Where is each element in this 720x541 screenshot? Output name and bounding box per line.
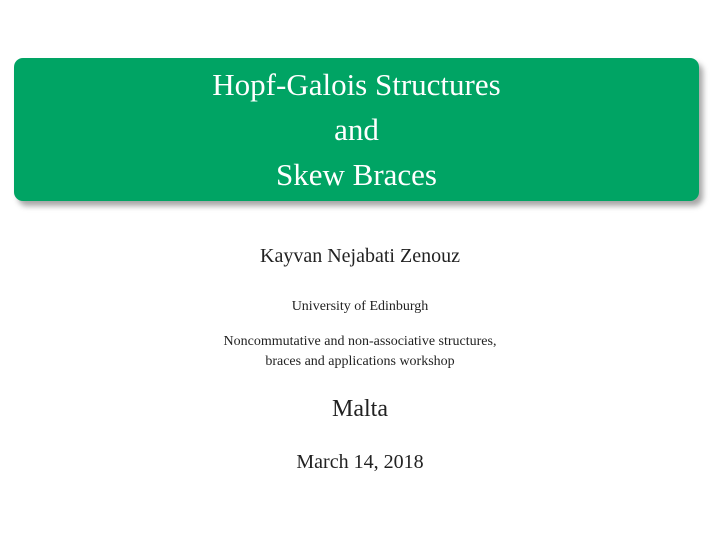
event-line-2: braces and applications workshop xyxy=(265,354,455,369)
institute-name: University of Edinburgh xyxy=(291,299,429,314)
title-block xyxy=(14,58,699,201)
title-line-3: Skew Braces xyxy=(276,157,437,192)
event-line-1: Noncommutative and non-associative structures, xyxy=(223,334,497,349)
event-name xyxy=(0,332,720,372)
author-name: Kayvan Nejabati Zenouz xyxy=(260,245,460,267)
title-line-1: Hopf-Galois Structures xyxy=(212,67,501,102)
title-line-2: and xyxy=(334,112,379,147)
location: Malta xyxy=(332,396,388,422)
presentation-date: March 14, 2018 xyxy=(296,451,424,473)
